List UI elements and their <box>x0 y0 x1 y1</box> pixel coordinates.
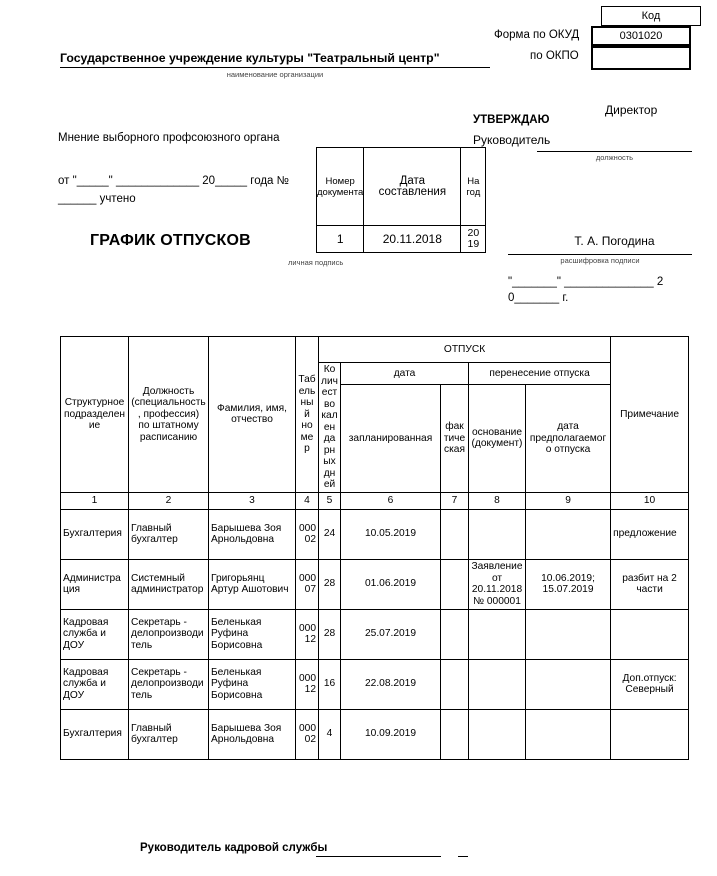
cell-basis <box>469 659 526 709</box>
column-number: 2 <box>129 492 209 509</box>
cell-new-date: 10.06.2019; 15.07.2019 <box>526 559 611 609</box>
column-number: 1 <box>61 492 129 509</box>
table-row <box>61 659 689 709</box>
cell-planned: 10.09.2019 <box>341 709 441 759</box>
cell-position: Главный бухгалтер <box>129 509 209 559</box>
director-position-value: Директор <box>605 103 658 117</box>
cell-unit: Бухгалтерия <box>61 709 129 759</box>
okpo-label: по ОКПО <box>530 50 579 62</box>
cell-planned: 10.05.2019 <box>341 509 441 559</box>
header-fio: Фамилия, имя, отчество <box>209 337 296 493</box>
okud-label: Форма по ОКУД <box>494 29 580 41</box>
cell-position: Системный администратор <box>129 559 209 609</box>
hr-head-dash-line <box>458 855 468 857</box>
cell-note: предложение <box>611 509 689 559</box>
column-number: 9 <box>526 492 611 509</box>
column-number: 8 <box>469 492 526 509</box>
vacation-table <box>60 336 689 760</box>
header-position: Должность (специальность, профессия) по штатному расписанию <box>129 337 209 493</box>
cell-position: Главный бухгалтер <box>129 709 209 759</box>
table-header-band-1 <box>61 337 689 363</box>
column-number-row <box>61 492 689 509</box>
union-opinion-title: Мнение выборного профсоюзного органа <box>58 132 280 144</box>
cell-days: 28 <box>319 609 341 659</box>
cell-new-date <box>526 709 611 759</box>
hr-head-signature-line <box>316 855 441 857</box>
table-row <box>61 709 689 759</box>
header-unit: Структурное подразделение <box>61 337 129 493</box>
doc-year-header: На год <box>461 148 486 226</box>
cell-note <box>611 609 689 659</box>
organization-name: Государственное учреждение культуры "Театральный центр" <box>60 51 490 68</box>
cell-unit: Администрация <box>61 559 129 609</box>
cell-unit: Бухгалтерия <box>61 509 129 559</box>
header-planned: запланированная <box>341 385 441 493</box>
cell-tab-number: 00002 <box>296 509 319 559</box>
cell-days: 24 <box>319 509 341 559</box>
cell-position: Секретарь - делопроизводитель <box>129 659 209 709</box>
table-row <box>61 509 689 559</box>
cell-tab-number: 00007 <box>296 559 319 609</box>
cell-basis <box>469 709 526 759</box>
table-row <box>61 559 689 609</box>
cell-unit: Кадровая служба и ДОУ <box>61 659 129 709</box>
cell-days: 4 <box>319 709 341 759</box>
approve-label: УТВЕРЖДАЮ <box>473 114 550 126</box>
union-opinion-accounted-line: ______ учтено <box>58 193 136 205</box>
head-label: Руководитель <box>473 133 551 147</box>
header-group-date: дата <box>341 363 469 385</box>
column-number: 5 <box>319 492 341 509</box>
cell-actual <box>441 509 469 559</box>
cell-new-date <box>526 509 611 559</box>
cell-unit: Кадровая служба и ДОУ <box>61 609 129 659</box>
cell-tab-number: 00002 <box>296 709 319 759</box>
column-number: 10 <box>611 492 689 509</box>
header-basis: основание (документ) <box>469 385 526 493</box>
approver-fio: Т. А. Погодина <box>574 234 655 248</box>
okud-code-value: 0301020 <box>619 30 663 42</box>
cell-fio: Григорьянц Артур Ашотович <box>209 559 296 609</box>
code-header-box <box>601 6 701 26</box>
doc-date-header: Дата составления <box>364 148 461 226</box>
fio-underline <box>508 253 692 255</box>
doc-year-value: 20 19 <box>461 226 486 253</box>
column-number: 4 <box>296 492 319 509</box>
doc-date-value: 20.11.2018 <box>364 226 461 253</box>
organization-caption: наименование организации <box>226 70 324 79</box>
column-number: 7 <box>441 492 469 509</box>
cell-tab-number: 00012 <box>296 609 319 659</box>
cell-tab-number: 00012 <box>296 659 319 709</box>
cell-actual <box>441 659 469 709</box>
cell-basis: Заявление от 20.11.2018 № 000001 <box>469 559 526 609</box>
table-row <box>61 609 689 659</box>
okpo-code-box <box>591 46 691 70</box>
cell-planned: 22.08.2019 <box>341 659 441 709</box>
header-days: Количество календарных дней <box>319 363 341 493</box>
header-new-date: дата предполагаемого отпуска <box>526 385 611 493</box>
cell-planned: 25.07.2019 <box>341 609 441 659</box>
position-underline <box>537 150 692 152</box>
cell-new-date <box>526 609 611 659</box>
union-opinion-date-line: от "_____" _____________ 20_____ года № <box>58 175 289 187</box>
okud-code-box <box>591 26 691 46</box>
personal-signature-caption: личная подпись <box>288 258 344 267</box>
document-meta-table <box>316 147 486 253</box>
cell-fio: Барышева Зоя Арнольдовна <box>209 509 296 559</box>
hr-head-label: Руководитель кадровой службы <box>140 842 328 854</box>
cell-actual <box>441 709 469 759</box>
cell-fio: Барышева Зоя Арнольдовна <box>209 709 296 759</box>
cell-days: 16 <box>319 659 341 709</box>
cell-fio: Беленькая Руфина Борисовна <box>209 609 296 659</box>
page-title: ГРАФИК ОТПУСКОВ <box>90 232 251 249</box>
cell-position: Секретарь - делопроизводитель <box>129 609 209 659</box>
header-note: Примечание <box>611 337 689 493</box>
doc-number-value: 1 <box>317 226 364 253</box>
approval-date-line-1: "_______" ______________ 2 <box>508 276 664 288</box>
code-header-label: Код <box>641 10 661 22</box>
cell-actual <box>441 559 469 609</box>
cell-note: Доп.отпуск: Северный <box>611 659 689 709</box>
cell-note <box>611 709 689 759</box>
doc-number-header: Номер документа <box>317 148 364 226</box>
header-group-otpusk: ОТПУСК <box>319 337 611 363</box>
column-number: 3 <box>209 492 296 509</box>
cell-planned: 01.06.2019 <box>341 559 441 609</box>
header-tab-number: Табельный номер <box>296 337 319 493</box>
position-caption: должность <box>595 153 634 162</box>
header-actual: фактическая <box>441 385 469 493</box>
cell-note: разбит на 2 части <box>611 559 689 609</box>
cell-actual <box>441 609 469 659</box>
header-group-transfer: перенесение отпуска <box>469 363 611 385</box>
cell-basis <box>469 609 526 659</box>
approval-date-line-2: 0_______ г. <box>508 292 569 304</box>
signature-decoding-caption: расшифровка подписи <box>560 256 640 265</box>
cell-basis <box>469 509 526 559</box>
column-number: 6 <box>341 492 441 509</box>
cell-days: 28 <box>319 559 341 609</box>
cell-new-date <box>526 659 611 709</box>
cell-fio: Беленькая Руфина Борисовна <box>209 659 296 709</box>
